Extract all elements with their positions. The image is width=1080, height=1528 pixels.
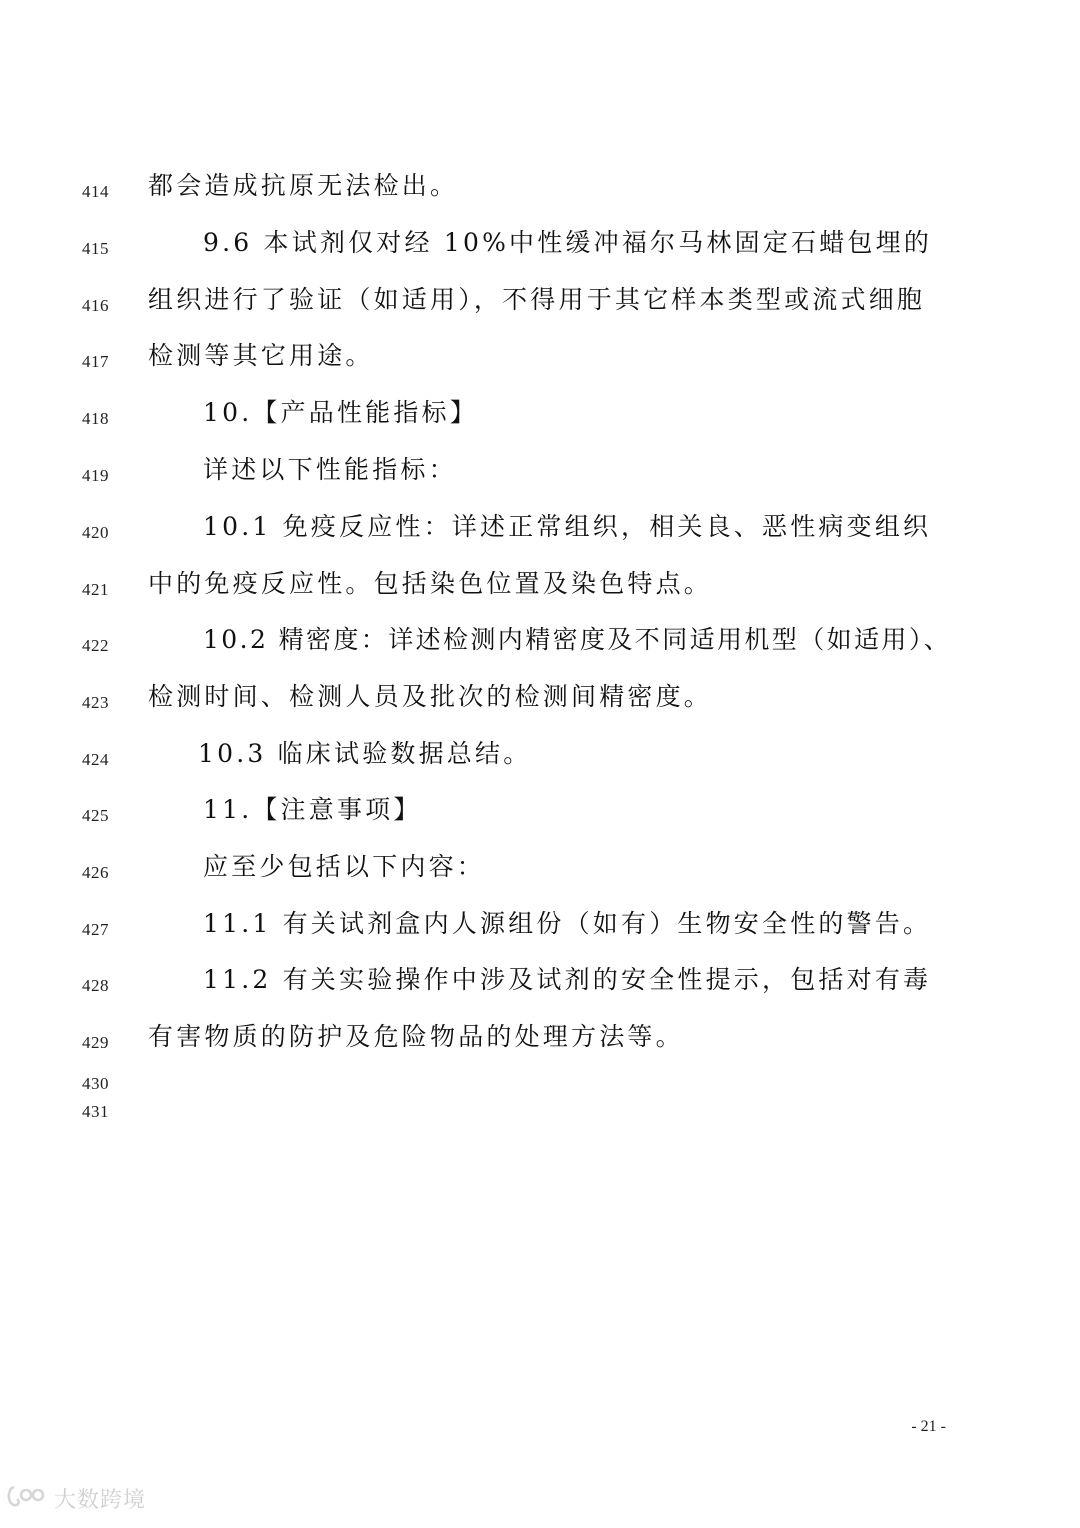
text-line [0, 509, 1080, 553]
line-text: 10.3 临床试验数据总结。 [198, 739, 532, 768]
line-text: 组织进行了验证（如适用），不得用于其它样本类型或流式细胞 [148, 285, 926, 314]
text-line [0, 452, 1080, 496]
line-text: 应至少包括以下内容： [203, 852, 486, 881]
text-line [0, 338, 1080, 382]
section-heading: 10.【产品性能指标】 [203, 398, 478, 427]
line-text: 都会造成抗原无法检出。 [148, 171, 459, 200]
line-number: 422 [82, 636, 109, 655]
section-heading: 11.【注意事项】 [203, 795, 422, 824]
line-number: 419 [82, 466, 109, 485]
text-line [0, 906, 1080, 950]
line-text: 中的免疫反应性。包括染色位置及染色特点。 [148, 569, 713, 598]
line-text: 11.1 有关试剂盒内人源组份（如有）生物安全性的警告。 [203, 909, 932, 938]
line-number: 429 [82, 1033, 109, 1052]
text-line [0, 566, 1080, 610]
line-number: 431 [82, 1102, 109, 1121]
page-number: - 21 - [911, 1418, 946, 1435]
text-line [0, 679, 1080, 723]
text-line [0, 168, 1080, 212]
line-number: 416 [82, 296, 109, 315]
text-line [0, 622, 1080, 666]
section-heading-line [0, 395, 1080, 439]
line-number: 425 [82, 806, 109, 825]
text-line [0, 282, 1080, 326]
line-number: 424 [82, 750, 109, 769]
line-number: 423 [82, 693, 109, 712]
line-text: 检测等其它用途。 [148, 341, 374, 370]
line-number: 428 [82, 976, 109, 995]
section-heading-line [0, 792, 1080, 836]
text-line [0, 849, 1080, 893]
watermark-text: 大数跨境 [54, 1487, 147, 1513]
line-number: 426 [82, 863, 109, 882]
text-line [0, 962, 1080, 1006]
line-text: 详述以下性能指标： [203, 455, 457, 484]
line-number: 418 [82, 409, 109, 428]
text-line [0, 225, 1080, 269]
line-text: 9.6 本试剂仅对经 10%中性缓冲福尔马林固定石蜡包埋的 [203, 228, 933, 257]
line-number: 427 [82, 920, 109, 939]
line-text: 10.2 精密度：详述检测内精密度及不同适用机型（如适用）、 [203, 625, 952, 654]
line-text: 10.1 免疫反应性：详述正常组织，相关良、恶性病变组织 [203, 512, 932, 541]
line-text: 检测时间、检测人员及批次的检测间精密度。 [148, 682, 713, 711]
text-line [0, 736, 1080, 780]
logo-icon [4, 1481, 48, 1515]
line-number: 415 [82, 239, 109, 258]
line-number: 417 [82, 352, 109, 371]
line-number: 430 [82, 1074, 109, 1093]
text-line [0, 1019, 1080, 1063]
line-number: 420 [82, 523, 109, 542]
line-number: 421 [82, 580, 109, 599]
line-text: 11.2 有关实验操作中涉及试剂的安全性提示，包括对有毒 [203, 965, 932, 994]
line-text: 有害物质的防护及危险物品的处理方法等。 [148, 1022, 684, 1051]
watermark [4, 1482, 146, 1514]
line-number: 414 [82, 182, 109, 201]
empty-line [0, 1088, 1080, 1132]
